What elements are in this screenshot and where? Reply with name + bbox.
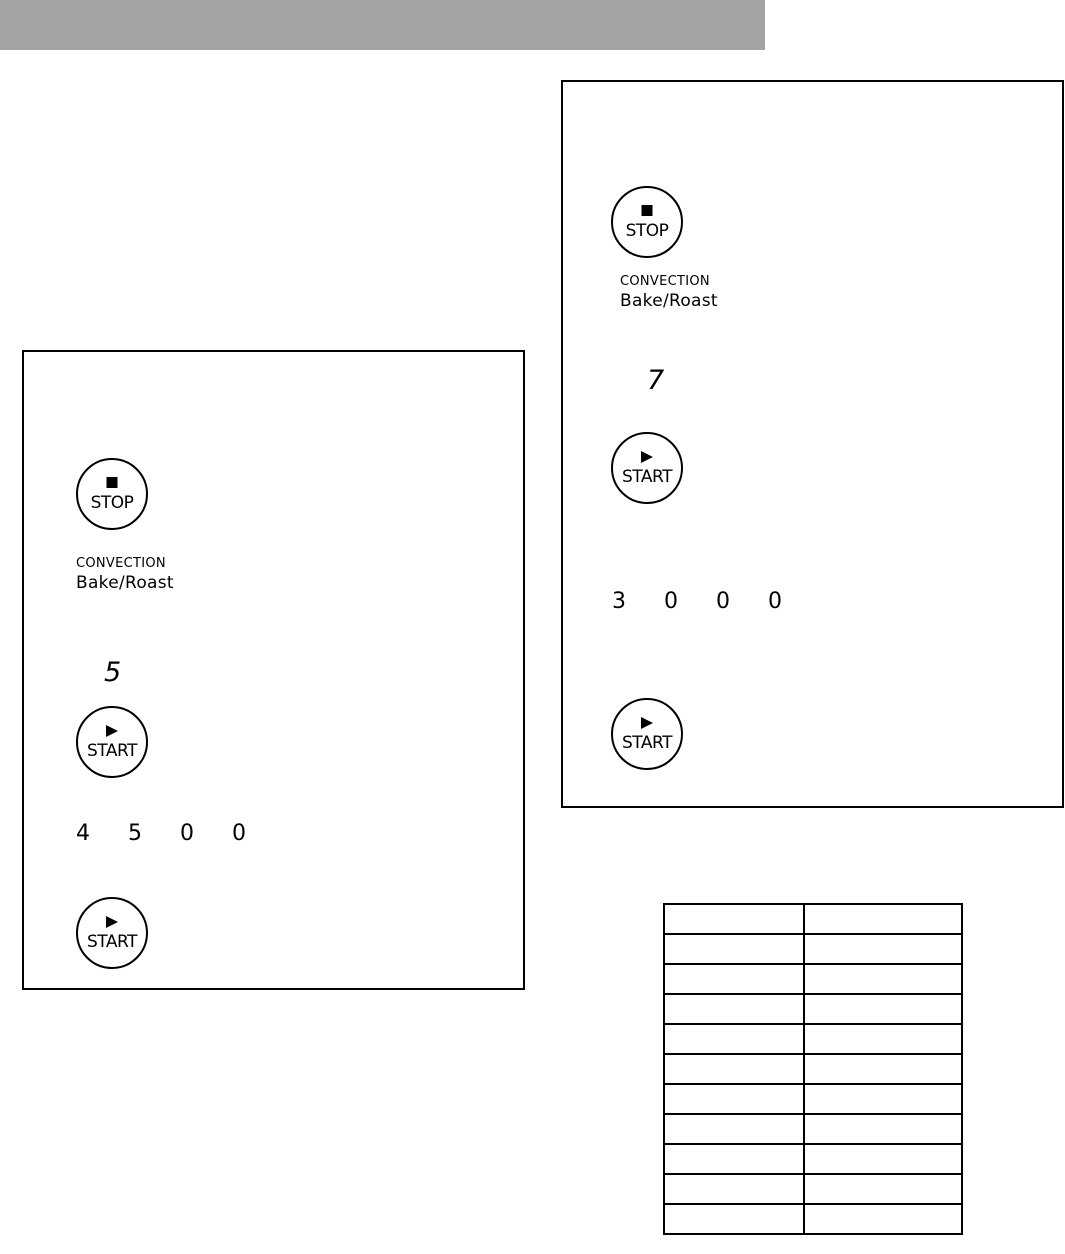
stop-square-icon <box>642 205 653 216</box>
table-row <box>664 1054 962 1084</box>
number-pad-digit[interactable]: 7 <box>647 365 665 396</box>
table-cell <box>804 964 962 994</box>
table-cell <box>804 1144 962 1174</box>
start-button-label: START <box>622 467 672 487</box>
table-row <box>664 1204 962 1234</box>
table-cell <box>664 1024 804 1054</box>
entry-digit[interactable]: 4 <box>76 821 90 846</box>
bake-roast-label: Bake/Roast <box>76 573 174 593</box>
table-cell <box>804 1174 962 1204</box>
table-row <box>664 1174 962 1204</box>
table-cell <box>664 1054 804 1084</box>
table-row <box>664 1024 962 1054</box>
table-cell <box>804 1054 962 1084</box>
start-button-label: START <box>622 733 672 753</box>
table-row <box>664 964 962 994</box>
header-bar <box>0 0 765 50</box>
entry-digit[interactable]: 0 <box>232 821 246 846</box>
stop-button[interactable] <box>611 186 683 258</box>
entry-digit[interactable]: 0 <box>768 589 782 614</box>
entry-digit[interactable]: 0 <box>664 589 678 614</box>
table-cell <box>804 1024 962 1054</box>
table-cell <box>664 964 804 994</box>
entry-digit[interactable]: 0 <box>716 589 730 614</box>
table-row <box>664 934 962 964</box>
table-row <box>664 1144 962 1174</box>
start-button[interactable] <box>76 897 148 969</box>
right-instruction-panel <box>561 80 1064 808</box>
convection-bake-roast-key[interactable] <box>620 275 718 310</box>
number-pad-digit[interactable]: 5 <box>104 657 122 688</box>
start-button[interactable] <box>611 698 683 770</box>
start-button[interactable] <box>611 432 683 504</box>
reference-table <box>663 903 963 1235</box>
convection-label: CONVECTION <box>76 556 166 571</box>
entry-digit[interactable]: 5 <box>128 821 142 846</box>
stop-square-icon <box>107 477 118 488</box>
temperature-entry-digits <box>76 823 284 845</box>
table-cell <box>804 1114 962 1144</box>
entry-digit[interactable]: 3 <box>612 589 626 614</box>
table-cell <box>664 1204 804 1234</box>
table-cell <box>664 994 804 1024</box>
bake-roast-label: Bake/Roast <box>620 291 718 311</box>
play-triangle-icon <box>641 717 653 729</box>
table-cell <box>664 1174 804 1204</box>
table-cell <box>804 1204 962 1234</box>
play-triangle-icon <box>106 916 118 928</box>
left-instruction-panel <box>22 350 525 990</box>
table-row <box>664 1084 962 1114</box>
table-cell <box>664 1114 804 1144</box>
table-cell <box>804 1084 962 1114</box>
table-row <box>664 994 962 1024</box>
entry-digit[interactable]: 0 <box>180 821 194 846</box>
start-button-label: START <box>87 741 137 761</box>
table-cell <box>664 1084 804 1114</box>
table-row <box>664 904 962 934</box>
table-cell <box>664 1144 804 1174</box>
convection-label: CONVECTION <box>620 274 710 289</box>
table-cell <box>804 904 962 934</box>
table-row <box>664 1114 962 1144</box>
stop-button-label: STOP <box>625 221 669 241</box>
start-button-label: START <box>87 932 137 952</box>
start-button[interactable] <box>76 706 148 778</box>
stop-button[interactable] <box>76 458 148 530</box>
stop-button-label: STOP <box>90 493 134 513</box>
table-cell <box>664 934 804 964</box>
play-triangle-icon <box>641 451 653 463</box>
table-cell <box>804 994 962 1024</box>
play-triangle-icon <box>106 725 118 737</box>
table-cell <box>664 904 804 934</box>
convection-bake-roast-key[interactable] <box>76 557 174 592</box>
table-cell <box>804 934 962 964</box>
temperature-entry-digits <box>612 591 820 613</box>
